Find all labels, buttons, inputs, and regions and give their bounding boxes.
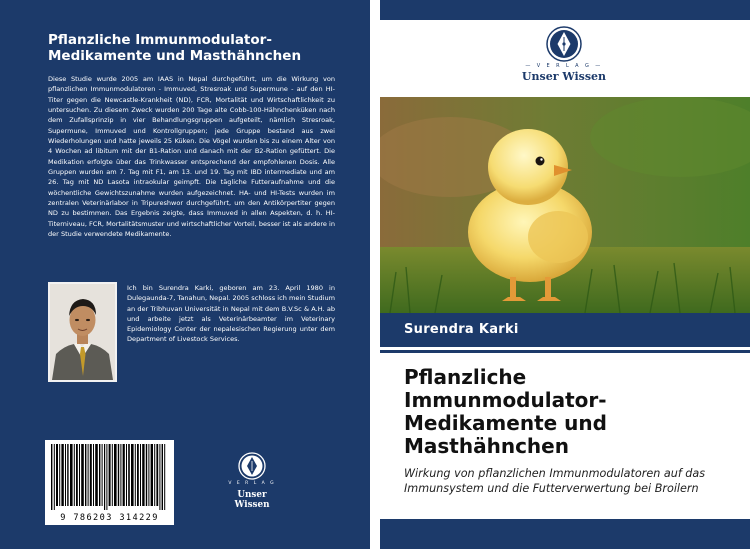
publisher-logo-back (219, 452, 285, 510)
chick-illustration (380, 97, 750, 313)
back-cover (0, 0, 370, 549)
spine-gap (370, 0, 380, 549)
barcode-bars (45, 440, 174, 512)
author-photo (48, 282, 117, 382)
publisher-verlag-label: V E R L A G (228, 481, 276, 486)
back-cover-description: Diese Studie wurde 2005 am IAAS in Nepal durchgeführt, um die Wirkung von pflanzlichen Immunmodulatoren - Immuved, Stresroak und Supermune - auf den HI-Titer gegen die Newcastle-Krankheit (ND), FCR, Mortalität und Wirtschaftlichkeit zu untersuchen. Zu diesem Zweck wurden 200 Tage alte Cobb-100-Hähnchenküken nach dem Zufallsprinzip in vier Behandlungsgruppen aufgeteilt, nämlich Stresroak, Supermune, Immuved und Kontrollgruppen; jede Gruppe bestand aus zwei Wiederholungen und hatte jeweils 25 Küken. Die Vögel wurden bis zu einem Alter von 4 Wochen ad libitum mit der B1-Ration und danach mit der B2-Ration gefüttert. Die Medikation erfolgte über das Trinkwasser entsprechend der empfohlenen Dosis. Alle Gruppen wurden am 7. Tag mit F1, am 13. und 19. Tag mit IBD intermediate und am 26. Tag mit ND Lasota intraokular geimpft. Die tägliche Futteraufnahme und die wöchentliche Gewichtszunahme wurden aufgezeichnet. HA- und HI-Tests wurden im zentralen Veterinärlabor in Tripureshwor durchgeführt, um den Antikörpertiter gegen ND zu bestimmen. Das Ergebnis zeigte, dass Immuved in allen Aspekten, d. h. HI-Titerniveau, FCR, Mortalitätsmuster und wirtschaftlicher Vorteil, besser ist als andere in der Studie verwendete Medikamente. (48, 75, 335, 239)
pen-nib-icon (514, 26, 614, 64)
author-band (380, 313, 750, 347)
author-name: Surendra Karki (404, 322, 519, 337)
bottom-navy-band (380, 519, 750, 549)
author-portrait-image (50, 284, 115, 380)
isbn-barcode (45, 440, 174, 525)
book-subtitle: Wirkung von pflanzlichen Immunmodulatoren auf das Immunsystem und die Futterverwertung bei Broilern (404, 467, 706, 495)
front-cover (380, 0, 750, 549)
top-navy-band (380, 0, 750, 20)
publisher-name: Unser Wissen (521, 70, 607, 83)
publisher-verlag-label: — V E R L A G — (525, 63, 603, 69)
book-title: Pflanzliche Immunmodulator-Medikamente und Masthähnchen (404, 365, 607, 458)
cover-photo-chick (380, 97, 750, 313)
author-biography: Ich bin Surendra Karki, geboren am 23. April 1980 in Dulegaunda-7, Tanahun, Nepal. 2005 schloss ich mein Studium an der Tribhuvan Universität in Nepal mit dem B.V.Sc & A.H. ab und arbeite jetzt als Veterinärbeamter im Veterinary Epidemiology Center der nepalesischen Regierung unter dem Department of Livestock Services. (127, 284, 335, 344)
publisher-logo-front (514, 26, 614, 86)
divider-line (380, 350, 750, 353)
isbn-digits: 9 786203 314229 (60, 513, 159, 523)
back-cover-title: Pflanzliche Immunmodulator-Medikamente und Masthähnchen (48, 32, 302, 64)
publisher-name: Unser Wissen (234, 490, 270, 510)
pen-nib-icon (219, 452, 285, 482)
